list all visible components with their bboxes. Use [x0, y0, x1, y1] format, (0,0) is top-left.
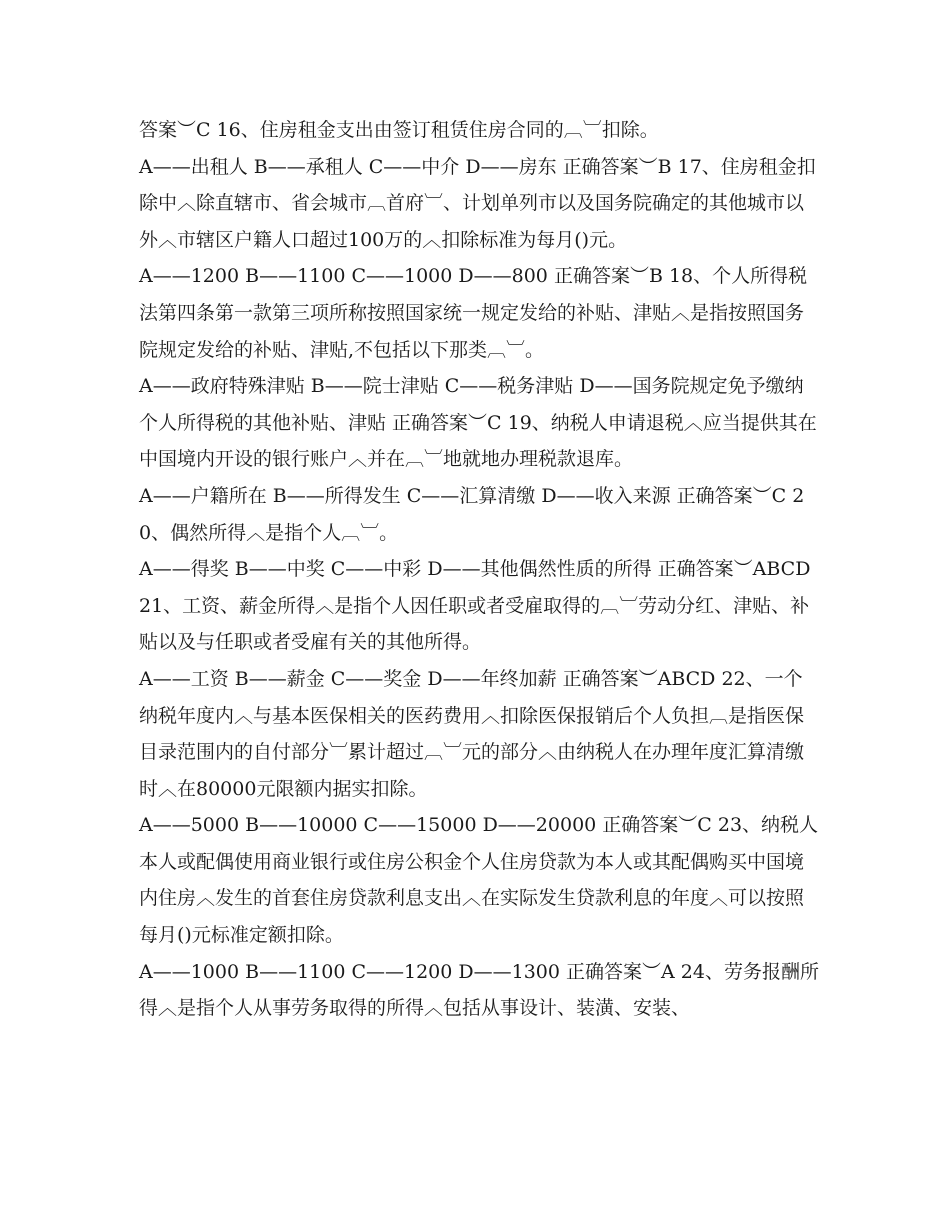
paragraph: A——1200 B——1100 C——1000 D——800 正确答案︶B 18、个人所得税法第四条第一款第三项所称按照国家统一规定发给的补贴、津贴︿是指按照国务院规定发给的补贴、津贴,不包括以下那类︹︺。 — [139, 265, 808, 361]
paragraph: A——工资 B——薪金 C——奖金 D——年终加薪 正确答案︶ABCD 22、一个纳税年度内︿与基本医保相关的医药费用︿扣除医保报销后个人负担︹是指医保目录范围内的自付部分︺累计超过︹︺元的部分︿由纳税人在办理年度汇算清缴时︿在80000元限额内据实扣除。 — [139, 667, 805, 800]
paragraph: A——1000 B——1100 C——1200 D——1300 正确答案︶A 24、劳务报酬所得︿是指个人从事劳务取得的所得︿包括从事设计、装潢、安装、 — [139, 960, 819, 1020]
paragraph: A——得奖 B——中奖 C——中彩 D——其他偶然性质的所得 正确答案︶ABCD 21、工资、薪金所得︿是指个人因任职或者受雇取得的︹︺劳动分红、津贴、补贴以及与任职或者受雇有关的其他所得。 — [139, 558, 811, 654]
paragraph: A——政府特殊津贴 B——院士津贴 C——税务津贴 D——国务院规定免予缴纳个人所得税的其他补贴、津贴 正确答案︶C 19、纳税人申请退税︿应当提供其在中国境内开设的银行账户︿并在︹︺地就地办理税款退库。 — [139, 375, 817, 471]
paragraph: 答案︶C 16、住房租金支出由签订租赁住房合同的︹︺扣除。 — [139, 119, 659, 141]
paragraph: A——户籍所在 B——所得发生 C——汇算清缴 D——收入来源 正确答案︶C 20、偶然所得︿是指个人︹︺。 — [139, 484, 805, 544]
document-page — [139, 112, 819, 1027]
paragraph: A——出租人 B——承租人 C——中介 D——房东 正确答案︶B 17、住房租金扣除中︿除直辖市、省会城市︹首府︺、计划单列市以及国务院确定的其他城市以外︿市辖区户籍人口超过100万的︿扣除标准为每月()元。 — [139, 155, 816, 251]
paragraph: A——5000 B——10000 C——15000 D——20000 正确答案︶C 23、纳税人本人或配偶使用商业银行或住房公积金个人住房贷款为本人或其配偶购买中国境内住房︿发生的首套住房贷款利息支出︿在实际发生贷款利息的年度︿可以按照每月()元标准定额扣除。 — [139, 814, 819, 947]
